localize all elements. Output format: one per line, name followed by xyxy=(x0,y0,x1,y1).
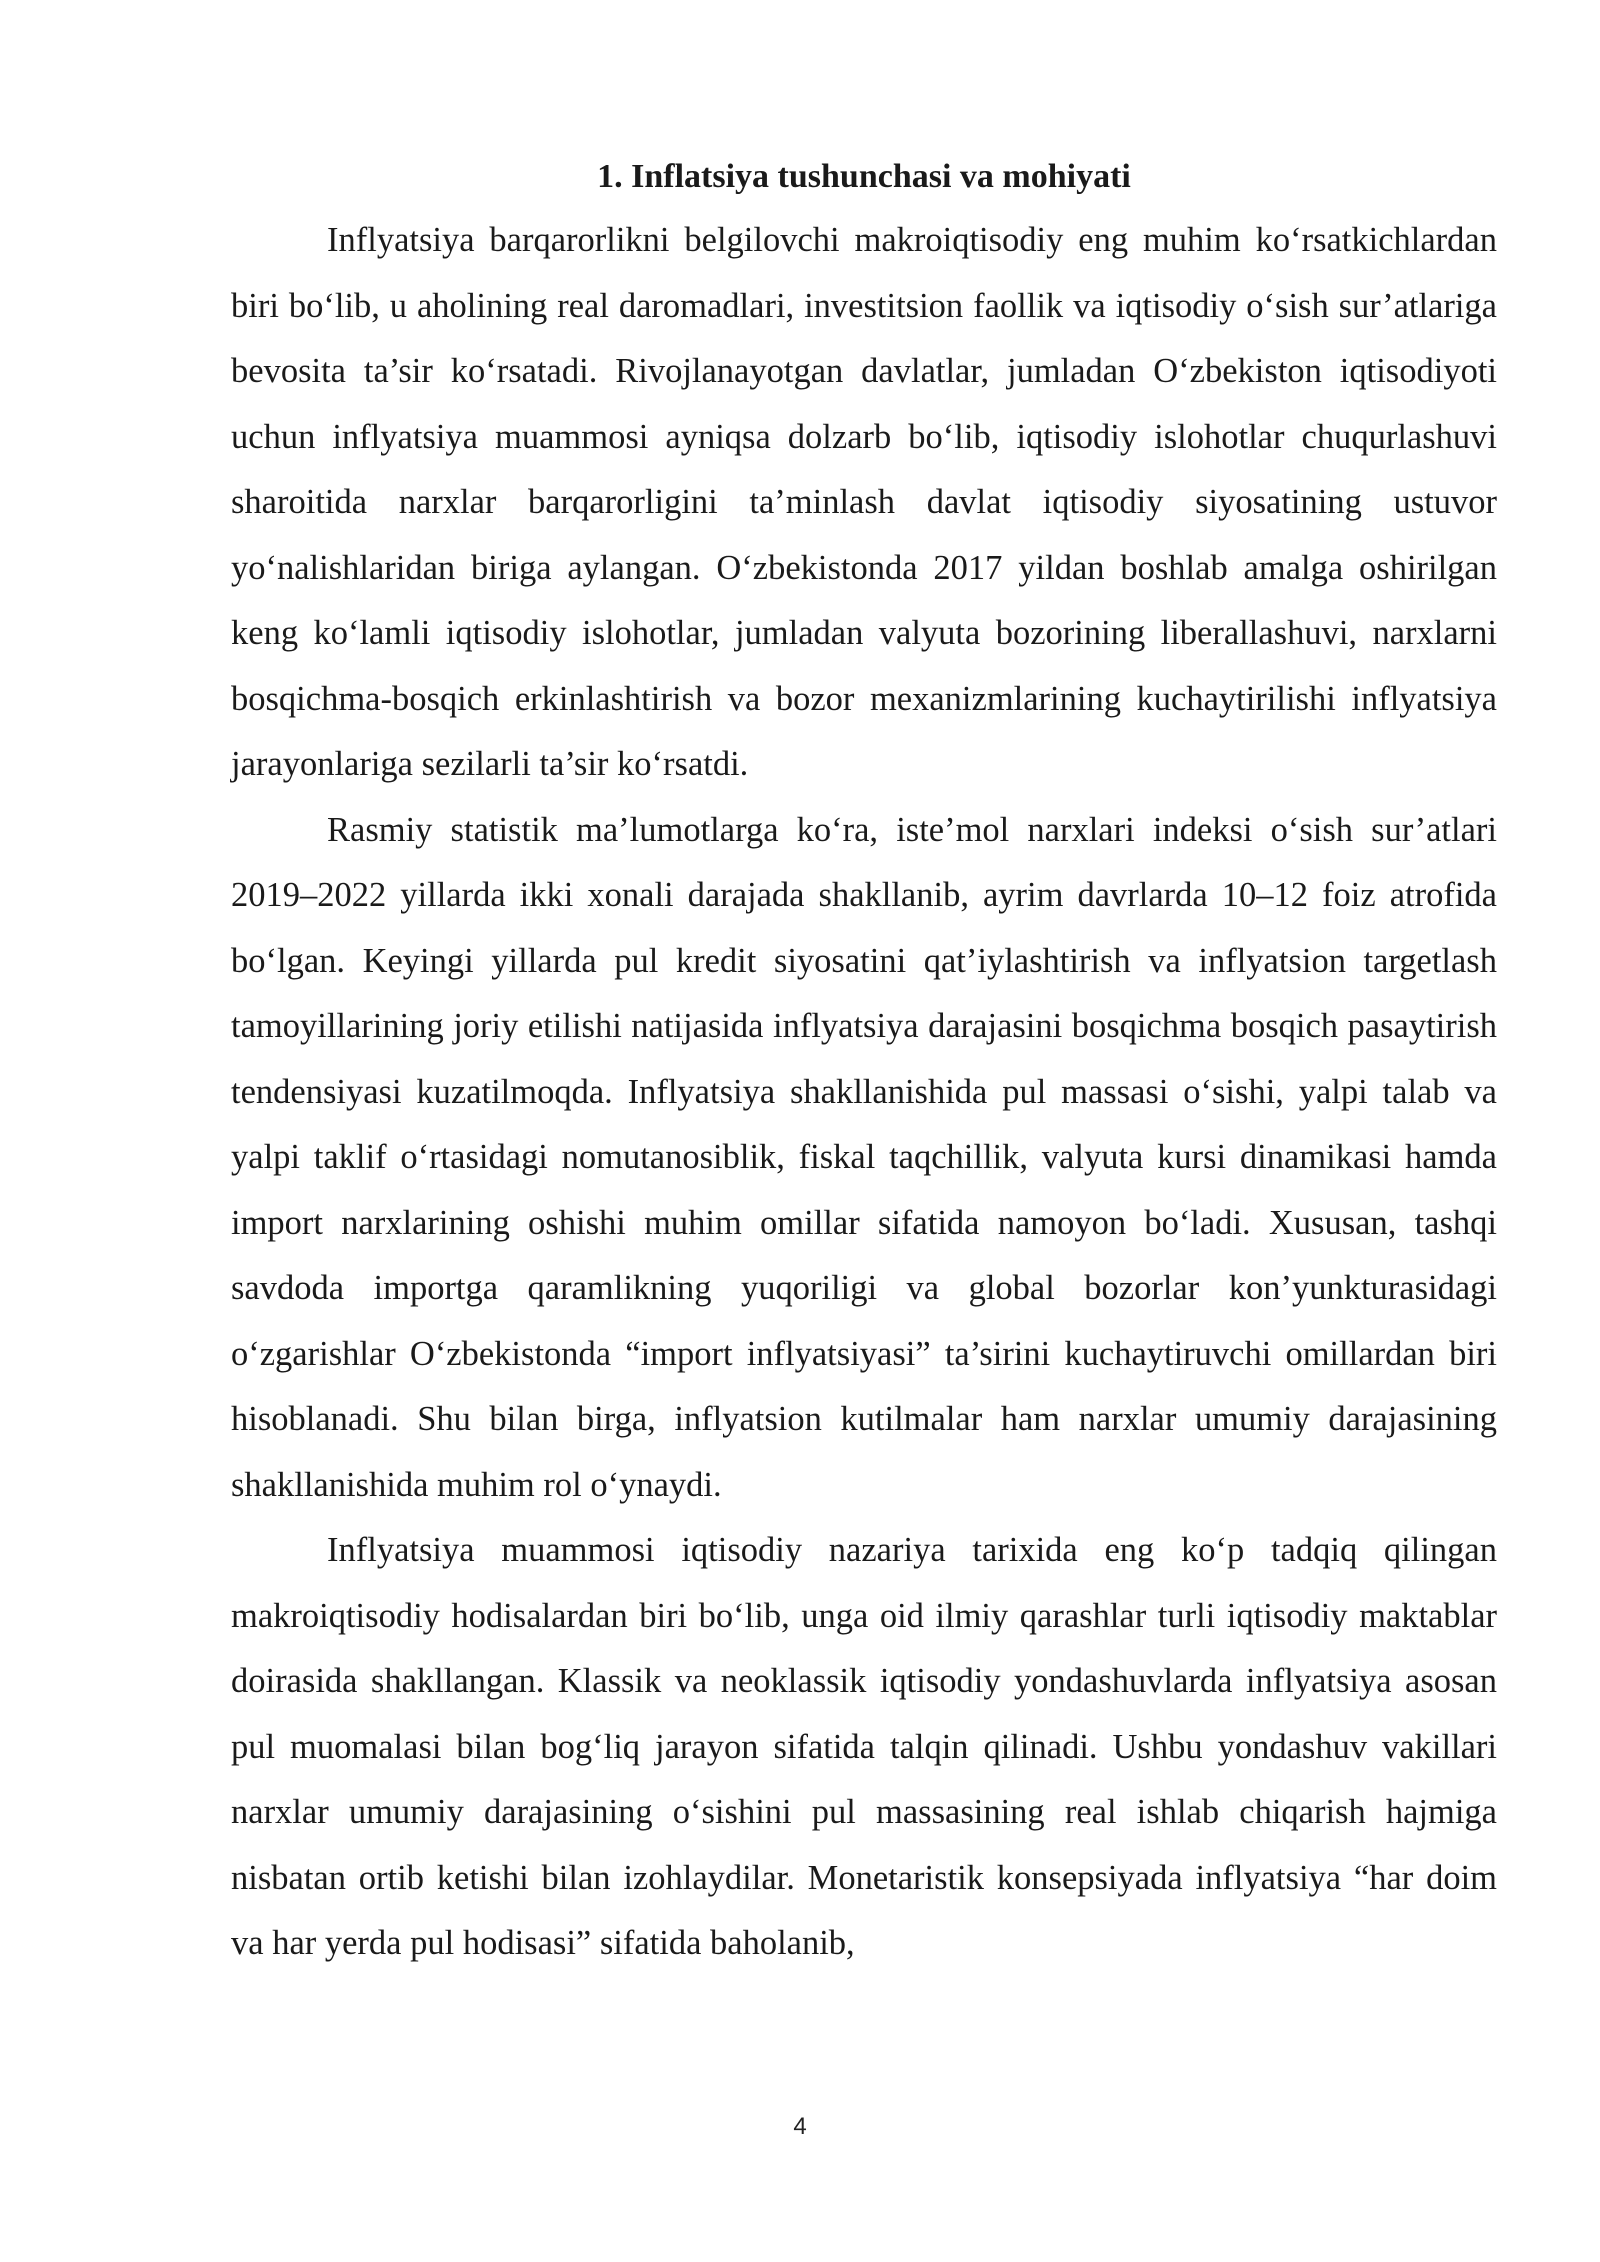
document-page xyxy=(231,150,1497,1977)
paragraph-2: Rasmiy statistik ma’lumotlarga ko‘ra, iste’mol narxlari indeksi o‘sish sur’atlari 2019–2022 yillarda ikki xonali darajada shakllanib, ayrim davrlarda 10–12 foiz atrofida bo‘lgan. Keyingi yillarda pul kredit siyosatini qat’iylashtirish va inflyatsion targetlash tamoyillarining joriy etilishi natijasida inflyatsiya darajasini bosqichma bosqich pasaytirish tendensiyasi kuzatilmoqda. Inflyatsiya shakllanishida pul massasi o‘sishi, yalpi talab va yalpi taklif o‘rtasidagi nomutanosiblik, fiskal taqchillik, valyuta kursi dinamikasi hamda import narxlarining oshishi muhim omillar sifatida namoyon bo‘ladi. Xususan, tashqi savdoda importga qaramlikning yuqoriligi va global bozorlar kon’yunkturasidagi o‘zgarishlar O‘zbekistonda “import inflyatsiyasi” ta’sirini kuchaytiruvchi omillardan biri hisoblanadi. Shu bilan birga, inflyatsion kutilmalar ham narxlar umumiy darajasining shakllanishida muhim rol o‘ynaydi. xyxy=(231,810,1497,1504)
paragraph-3: Inflyatsiya muammosi iqtisodiy nazariya tarixida eng ko‘p tadqiq qilingan makroiqtisodiy hodisalardan biri bo‘lib, unga oid ilmiy qarashlar turli iqtisodiy maktablar doirasida shakllangan. Klassik va neoklassik iqtisodiy yondashuvlarda inflyatsiya asosan pul muomalasi bilan bog‘liq jarayon sifatida talqin qilinadi. Ushbu yondashuv vakillari narxlar umumiy darajasining o‘sishini pul massasining real ishlab chiqarish hajmiga nisbatan ortib ketishi bilan izohlaydilar. Monetaristik konsepsiyada inflyatsiya “har doim va har yerda pul hodisasi” sifatida baholanib, xyxy=(231,1531,1497,1962)
paragraph-1: Inflyatsiya barqarorlikni belgilovchi makroiqtisodiy eng muhim ko‘rsatkichlardan biri bo‘lib, u aholining real daromadlari, investitsion faollik va iqtisodiy o‘sish sur’atlariga bevosita ta’sir ko‘rsatadi. Rivojlanayotgan davlatlar, jumladan O‘zbekiston iqtisodiyoti uchun inflyatsiya muammosi ayniqsa dolzarb bo‘lib, iqtisodiy islohotlar chuqurlashuvi sharoitida narxlar barqarorligini ta’minlash davlat iqtisodiy siyosatining ustuvor yo‘nalishlaridan biriga aylangan. O‘zbekistonda 2017 yildan boshlab amalga oshirilgan keng ko‘lamli iqtisodiy islohotlar, jumladan valyuta bozorining liberallashuvi, narxlarni bosqichma-bosqich erkinlashtirish va bozor mexanizmlarining kuchaytirilishi inflyatsiya jarayonlariga sezilarli ta’sir ko‘rsatdi. xyxy=(231,221,1497,783)
section-heading: 1. Inflatsiya tushunchasi va mohiyati xyxy=(597,158,1131,195)
page-number: 4 xyxy=(793,2113,807,2140)
